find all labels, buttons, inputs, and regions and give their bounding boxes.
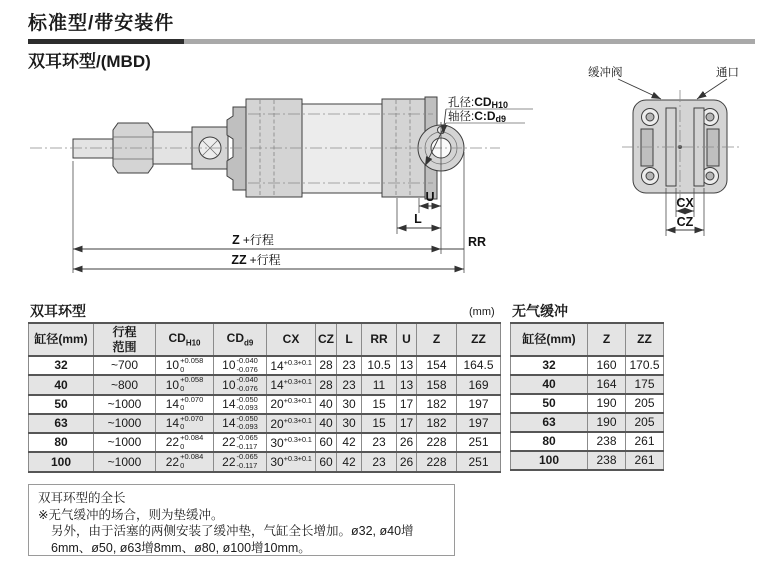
col-bore: 缸径(mm) bbox=[511, 323, 588, 356]
dim-z-stroke-label: Z +行程 bbox=[232, 233, 274, 247]
note-box bbox=[28, 484, 455, 556]
dim-cx-label: CX bbox=[676, 196, 694, 210]
double-clevis-table bbox=[28, 322, 501, 473]
cell-bore: 63 bbox=[29, 414, 94, 433]
dim-l-label: L bbox=[414, 212, 422, 226]
cell-cdd9: 22 -0.065 -0.117 bbox=[214, 433, 267, 452]
table-row bbox=[29, 395, 501, 414]
cell-rr: 23 bbox=[362, 433, 397, 452]
cell-z: 154 bbox=[417, 356, 457, 375]
cell-z: 158 bbox=[417, 375, 457, 394]
cell-z: 190 bbox=[588, 394, 626, 413]
cell-rr: 10.5 bbox=[362, 356, 397, 375]
cell-l: 30 bbox=[337, 414, 362, 433]
cell-cx: $14^{+0.3+0.1}$ bbox=[267, 356, 316, 375]
cell-zz: 175 bbox=[626, 375, 664, 394]
cell-cx: $30^{+0.3+0.1}$ bbox=[267, 452, 316, 471]
dim-rr-label: RR bbox=[468, 235, 487, 249]
cell-bore: 32 bbox=[511, 356, 588, 375]
cell-cx: $30^{+0.3+0.1}$ bbox=[267, 433, 316, 452]
cell-u: 17 bbox=[397, 414, 417, 433]
cell-cdh10: 10 +0.058 0 bbox=[156, 375, 214, 394]
cell-bore: 80 bbox=[29, 433, 94, 452]
col-zz: ZZ bbox=[457, 323, 501, 356]
cell-bore: 50 bbox=[511, 394, 588, 413]
cell-zz: 205 bbox=[626, 394, 664, 413]
cell-cdd9: 22 -0.065 -0.117 bbox=[214, 452, 267, 471]
col-bore: 缸径(mm) bbox=[29, 323, 94, 356]
cell-cz: 28 bbox=[316, 356, 337, 375]
cell-cx: $20^{+0.3+0.1}$ bbox=[267, 414, 316, 433]
table-row bbox=[511, 375, 664, 394]
cell-rr: 23 bbox=[362, 452, 397, 471]
cell-stroke: ~1000 bbox=[94, 414, 156, 433]
cell-zz: 197 bbox=[457, 414, 501, 433]
cylinder-side-view bbox=[30, 97, 500, 199]
main-table-title: 双耳环型 bbox=[30, 303, 86, 319]
table-header-row bbox=[511, 323, 664, 356]
cell-l: 42 bbox=[337, 452, 362, 471]
dim-zz-stroke-label: ZZ +行程 bbox=[231, 253, 281, 267]
table-row bbox=[511, 432, 664, 451]
table-row bbox=[511, 451, 664, 470]
cell-z: 228 bbox=[417, 452, 457, 471]
note-line: ※无气缓冲的场合，则为垫缓冲。 bbox=[38, 507, 224, 522]
table-row bbox=[29, 414, 501, 433]
cell-bore: 80 bbox=[511, 432, 588, 451]
cell-zz: 170.5 bbox=[626, 356, 664, 375]
page-title: 标准型/带安装件 bbox=[28, 13, 175, 34]
cell-stroke: ~700 bbox=[94, 356, 156, 375]
cell-zz: 251 bbox=[457, 433, 501, 452]
cell-zz: 164.5 bbox=[457, 356, 501, 375]
cell-u: 26 bbox=[397, 452, 417, 471]
cell-z: 238 bbox=[588, 451, 626, 470]
col-stroke: 行程 范围 bbox=[94, 323, 156, 356]
end-view-labels bbox=[588, 65, 739, 99]
table-row bbox=[511, 394, 664, 413]
table-row bbox=[511, 356, 664, 375]
cell-stroke: ~1000 bbox=[94, 395, 156, 414]
table-row bbox=[29, 452, 501, 471]
cell-l: 23 bbox=[337, 375, 362, 394]
cell-u: 13 bbox=[397, 375, 417, 394]
cell-z: 190 bbox=[588, 413, 626, 432]
col-cdh10: $CD_{H10}$ bbox=[156, 323, 214, 356]
cell-zz: 205 bbox=[626, 413, 664, 432]
cell-u: 26 bbox=[397, 433, 417, 452]
cell-bore: 40 bbox=[511, 375, 588, 394]
col-l: L bbox=[337, 323, 362, 356]
dim-u-label: U bbox=[425, 190, 435, 204]
col-u: U bbox=[397, 323, 417, 356]
cell-z: 164 bbox=[588, 375, 626, 394]
cell-z: 182 bbox=[417, 414, 457, 433]
cell-stroke: ~1000 bbox=[94, 452, 156, 471]
bore-dia-callout: 孔径:CDH10 bbox=[448, 95, 509, 110]
table-row bbox=[29, 375, 501, 394]
col-z: Z bbox=[417, 323, 457, 356]
cell-bore: 100 bbox=[511, 451, 588, 470]
cell-rr: 15 bbox=[362, 395, 397, 414]
table-row bbox=[29, 356, 501, 375]
no-cushion-table bbox=[510, 322, 664, 471]
cell-bore: 32 bbox=[29, 356, 94, 375]
cell-cz: 40 bbox=[316, 395, 337, 414]
cell-stroke: ~1000 bbox=[94, 433, 156, 452]
cylinder-end-view bbox=[622, 90, 740, 204]
page-subtitle: 双耳环型/(MBD) bbox=[28, 52, 151, 71]
table-row bbox=[511, 413, 664, 432]
cushion-valve-label: 缓冲阀 bbox=[588, 67, 623, 79]
cell-zz: 261 bbox=[626, 432, 664, 451]
end-view-dimensions bbox=[666, 188, 704, 236]
title-rule-light bbox=[184, 39, 755, 44]
cell-cdh10: 14 +0.070 0 bbox=[156, 414, 214, 433]
cell-zz: 261 bbox=[626, 451, 664, 470]
no-cushion-table-title: 无气缓冲 bbox=[512, 303, 568, 319]
cell-cdh10: 10 +0.058 0 bbox=[156, 356, 214, 375]
table-header-row bbox=[29, 323, 501, 356]
cell-u: 13 bbox=[397, 356, 417, 375]
note-line: 另外，由于活塞的两侧安装了缓冲垫，气缸全长增加。ø32, ø40增 bbox=[51, 524, 414, 538]
cell-z: 160 bbox=[588, 356, 626, 375]
title-rule-dark bbox=[28, 39, 184, 44]
cell-bore: 40 bbox=[29, 375, 94, 394]
cell-cz: 28 bbox=[316, 375, 337, 394]
unit-label: (mm) bbox=[469, 306, 495, 318]
cell-cdd9: 10 -0.040 -0.076 bbox=[214, 375, 267, 394]
cell-u: 17 bbox=[397, 395, 417, 414]
cell-cx: $20^{+0.3+0.1}$ bbox=[267, 395, 316, 414]
cell-zz: 197 bbox=[457, 395, 501, 414]
col-cx: CX bbox=[267, 323, 316, 356]
main-table-body bbox=[29, 356, 501, 472]
cell-bore: 50 bbox=[29, 395, 94, 414]
no-cushion-table-body bbox=[511, 356, 664, 470]
cell-bore: 63 bbox=[511, 413, 588, 432]
cell-cdh10: 22 +0.084 0 bbox=[156, 433, 214, 452]
cell-zz: 169 bbox=[457, 375, 501, 394]
cell-rr: 15 bbox=[362, 414, 397, 433]
cell-z: 228 bbox=[417, 433, 457, 452]
cell-cdd9: 14 -0.050 -0.093 bbox=[214, 414, 267, 433]
cell-rr: 11 bbox=[362, 375, 397, 394]
cell-cz: 60 bbox=[316, 452, 337, 471]
cell-l: 23 bbox=[337, 356, 362, 375]
cell-l: 42 bbox=[337, 433, 362, 452]
pin-dia-callout: 轴径:C:Dd9 bbox=[448, 109, 507, 124]
table-row bbox=[29, 433, 501, 452]
cylinder-drawing bbox=[0, 60, 763, 310]
cell-cdh10: 22 +0.084 0 bbox=[156, 452, 214, 471]
cell-zz: 251 bbox=[457, 452, 501, 471]
cell-cdh10: 14 +0.070 0 bbox=[156, 395, 214, 414]
col-rr: RR bbox=[362, 323, 397, 356]
cell-z: 238 bbox=[588, 432, 626, 451]
cell-l: 30 bbox=[337, 395, 362, 414]
cell-cx: $14^{+0.3+0.1}$ bbox=[267, 375, 316, 394]
port-label: 通口 bbox=[716, 67, 739, 79]
cell-z: 182 bbox=[417, 395, 457, 414]
note-line: 双耳环型的全长 bbox=[38, 491, 126, 505]
dim-cz-label: CZ bbox=[676, 215, 694, 229]
col-z: Z bbox=[588, 323, 626, 356]
col-cz: CZ bbox=[316, 323, 337, 356]
col-cdd9: $CD_{d9}$ bbox=[214, 323, 267, 356]
note-line: 6mm、ø50, ø63增8mm、ø80, ø100增10mm。 bbox=[51, 540, 311, 555]
cell-stroke: ~800 bbox=[94, 375, 156, 394]
cell-cdd9: 14 -0.050 -0.093 bbox=[214, 395, 267, 414]
cell-cz: 40 bbox=[316, 414, 337, 433]
cell-cdd9: 10 -0.040 -0.076 bbox=[214, 356, 267, 375]
col-zz: ZZ bbox=[626, 323, 664, 356]
cell-bore: 100 bbox=[29, 452, 94, 471]
cell-cz: 60 bbox=[316, 433, 337, 452]
